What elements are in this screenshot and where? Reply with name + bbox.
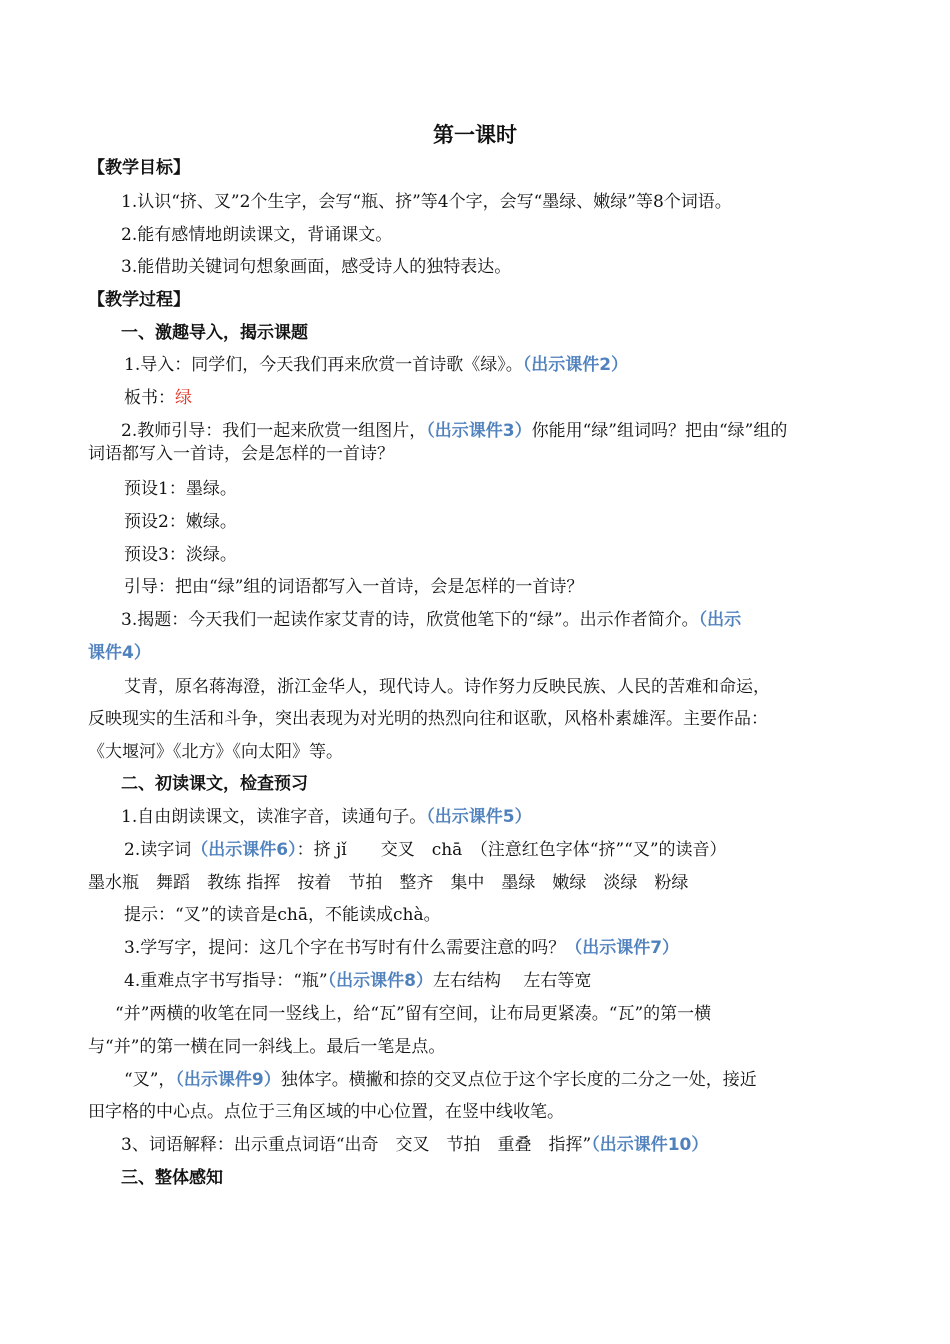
goal-item: 1.认识“挤、叉”2个生字，会写“瓶、挤”等4个字，会写“墨绿、嫩绿”等8个词语。	[121, 192, 732, 212]
paragraph	[121, 1134, 708, 1156]
process-heading: 【教学过程】	[88, 290, 190, 310]
cha-text: “叉”，	[124, 1070, 176, 1090]
lead-text: 引导：把由“绿”组的词语都写入一首诗，会是怎样的一首诗？	[124, 577, 584, 597]
paragraph-cont: 词语都写入一首诗，会是怎样的一首诗？	[88, 444, 394, 464]
intro-text: 1.导入：同学们，今天我们再来欣赏一首诗歌《绿》。	[124, 355, 523, 375]
courseware-ref: （出示课件3）	[426, 421, 532, 441]
goal-item: 3.能借助关键词句想象画面，感受诗人的独特表达。	[121, 257, 512, 277]
paragraph	[121, 609, 741, 631]
ping-desc-line: 与“并”的第一横在同一斜线上。最后一笔是点。	[88, 1037, 446, 1057]
read-text: 1.自由朗读课文，读准字音，读通句子。	[121, 807, 427, 827]
bio-line: 艾青，原名蒋海澄，浙江金华人，现代诗人。诗作努力反映民族、人民的苦难和命运，	[124, 677, 770, 697]
guide-text: 你能用“绿”组词吗？把由“绿”组的	[531, 421, 788, 441]
paragraph	[121, 806, 532, 828]
section-heading: 一、激趣导入，揭示课题	[121, 323, 308, 343]
hint-text: 提示：“叉”的读音是chā，不能读成chà。	[124, 905, 441, 925]
courseware-ref: （出示课件5）	[426, 807, 532, 827]
board-word: 绿	[175, 388, 192, 408]
courseware-ref: （出示课件10）	[591, 1135, 709, 1155]
courseware-ref: 课件4）	[88, 643, 151, 663]
courseware-ref: （出示课件7）	[565, 938, 680, 958]
cha-text: 独体字。横撇和捺的交叉点位于这个字长度的二分之一处，接近	[280, 1070, 757, 1090]
courseware-ref: （出示	[698, 610, 742, 630]
write-text: 3.学写字，提问：这几个字在书写时有什么需要注意的吗？	[124, 938, 566, 958]
goal-item: 2.能有感情地朗读课文，背诵课文。	[121, 225, 393, 245]
ping-desc-line: “并”两横的收笔在同一竖线上，给“瓦”留有空间，让布局更紧凑。“瓦”的第一横	[115, 1004, 712, 1024]
paragraph	[124, 839, 727, 861]
paragraph	[124, 937, 679, 959]
guide-text: 2.教师引导：我们一起来欣赏一组图片，	[121, 421, 427, 441]
paragraph	[124, 354, 628, 376]
paragraph	[124, 1069, 757, 1091]
preset-item: 预设2：嫩绿。	[124, 512, 237, 532]
key-text: 4.重难点字书写指导：“瓶”	[124, 971, 328, 991]
board-writing	[124, 387, 192, 409]
courseware-ref: （出示课件9）	[175, 1070, 281, 1090]
cha-text-cont: 田字格的中心点。点位于三角区域的中心位置，在竖中线收笔。	[88, 1102, 564, 1122]
key-text: 左右结构 左右等宽	[432, 971, 592, 991]
words-text: 2.读字词	[124, 840, 192, 860]
paragraph	[124, 970, 591, 992]
page-title: 第一课时	[433, 123, 517, 147]
courseware-ref: （出示课件8）	[327, 971, 433, 991]
explain-text: 3、词语解释：出示重点词语“出奇 交叉 节拍 重叠 指挥”	[121, 1135, 592, 1155]
reveal-text: 3.揭题：今天我们一起读作家艾青的诗，欣赏他笔下的“绿”。出示作者简介。	[121, 610, 699, 630]
preset-item: 预设1：墨绿。	[124, 479, 237, 499]
bio-line: 《大堰河》《北方》《向太阳》等。	[88, 742, 343, 762]
courseware-ref: （出示课件2）	[522, 355, 629, 375]
courseware-ref: （出示课件6）	[191, 840, 297, 860]
preset-item: 预设3：淡绿。	[124, 545, 237, 565]
words-text: ：挤 jǐ 交叉 chā （注意红色字体“挤”“叉”的读音）	[296, 840, 727, 860]
section-heading: 二、初读课文，检查预习	[121, 774, 308, 794]
bio-line: 反映现实的生活和斗争，突出表现为对光明的热烈向往和讴歌，风格朴素雄浑。主要作品：	[88, 709, 768, 729]
word-list: 墨水瓶 舞蹈 教练 指挥 按着 节拍 整齐 集中 墨绿 嫩绿 淡绿 粉绿	[88, 873, 689, 893]
section-heading: 三、整体感知	[121, 1168, 223, 1188]
board-label: 板书：	[124, 388, 175, 408]
paragraph	[121, 420, 787, 442]
goals-heading: 【教学目标】	[88, 158, 190, 178]
